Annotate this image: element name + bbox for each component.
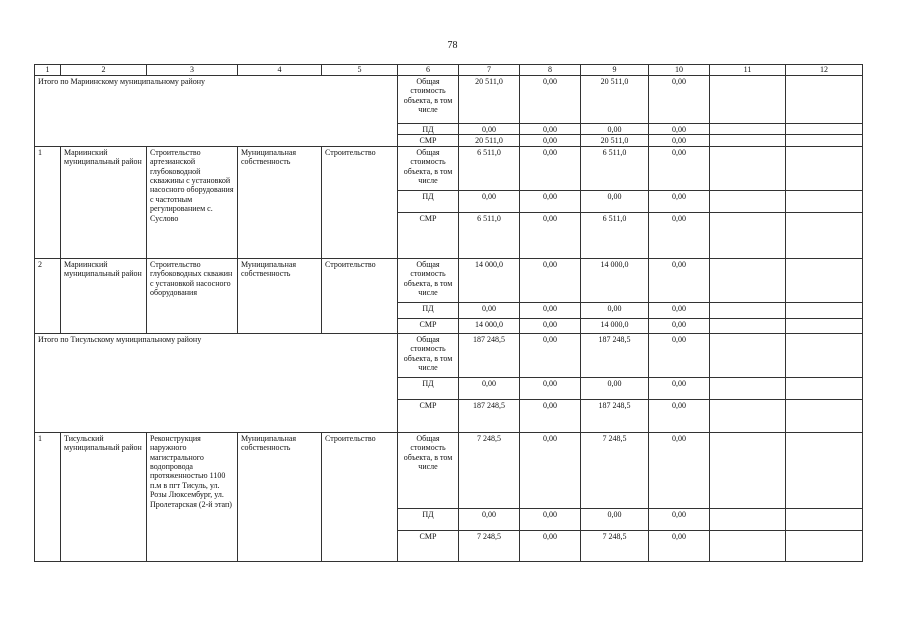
empty-cell (710, 212, 786, 258)
empty-cell (710, 135, 786, 146)
ownership: Муниципальная собственность (238, 432, 322, 561)
value-cell: 0,00 (649, 432, 710, 508)
empty-cell (786, 432, 863, 508)
value-cell: 0,00 (649, 258, 710, 302)
value-cell: 0,00 (581, 508, 649, 530)
value-cell: 14 000,0 (459, 318, 520, 333)
empty-cell (710, 333, 786, 377)
object-name: Строительство глубоководных скважин с установкой насосного оборудования (147, 258, 238, 333)
page-number: 78 (447, 40, 458, 51)
value-cell: 187 248,5 (459, 333, 520, 377)
value-cell: 20 511,0 (581, 135, 649, 146)
cost-label: Общая стоимость объекта, в том числе (398, 258, 459, 302)
value-cell: 0,00 (649, 135, 710, 146)
empty-cell (710, 190, 786, 212)
value-cell: 0,00 (520, 508, 581, 530)
column-number: 3 (147, 65, 238, 76)
empty-cell (786, 124, 863, 135)
value-cell: 20 511,0 (459, 76, 520, 124)
column-number: 7 (459, 65, 520, 76)
table-row (35, 76, 863, 124)
value-cell: 0,00 (459, 508, 520, 530)
empty-cell (786, 135, 863, 146)
value-cell: 0,00 (520, 318, 581, 333)
cost-label: ПД (398, 124, 459, 135)
value-cell: 0,00 (459, 124, 520, 135)
value-cell: 0,00 (649, 399, 710, 432)
empty-cell (710, 508, 786, 530)
value-cell: 0,00 (649, 190, 710, 212)
value-cell: 0,00 (520, 258, 581, 302)
value-cell: 0,00 (581, 124, 649, 135)
district-name: Мариинский муниципальный район (61, 146, 147, 258)
district-total-label: Итого по Мариинскому муниципальному району (35, 76, 398, 147)
column-number: 1 (35, 65, 61, 76)
value-cell: 0,00 (520, 530, 581, 561)
column-number: 6 (398, 65, 459, 76)
value-cell: 0,00 (520, 432, 581, 508)
empty-cell (786, 508, 863, 530)
value-cell: 14 000,0 (581, 318, 649, 333)
empty-cell (786, 212, 863, 258)
value-cell: 14 000,0 (581, 258, 649, 302)
empty-cell (710, 318, 786, 333)
column-number: 4 (238, 65, 322, 76)
district-total-label: Итого по Тисульскому муниципальному району (35, 333, 398, 432)
work-type: Строительство (322, 432, 398, 561)
table-row (35, 146, 863, 190)
value-cell: 0,00 (520, 190, 581, 212)
value-cell: 20 511,0 (581, 76, 649, 124)
value-cell: 0,00 (649, 530, 710, 561)
value-cell: 0,00 (459, 190, 520, 212)
empty-cell (710, 302, 786, 318)
value-cell: 0,00 (459, 302, 520, 318)
empty-cell (710, 76, 786, 124)
table-row (35, 333, 863, 377)
value-cell: 0,00 (520, 333, 581, 377)
value-cell: 0,00 (649, 124, 710, 135)
cost-label: Общая стоимость объекта, в том числе (398, 432, 459, 508)
cost-label: СМР (398, 212, 459, 258)
value-cell: 6 511,0 (581, 146, 649, 190)
ownership: Муниципальная собственность (238, 258, 322, 333)
object-number: 2 (35, 258, 61, 333)
empty-cell (786, 399, 863, 432)
empty-cell (786, 146, 863, 190)
value-cell: 0,00 (520, 302, 581, 318)
object-number: 1 (35, 432, 61, 561)
empty-cell (786, 76, 863, 124)
value-cell: 0,00 (520, 146, 581, 190)
empty-cell (786, 333, 863, 377)
value-cell: 0,00 (649, 508, 710, 530)
value-cell: 6 511,0 (581, 212, 649, 258)
value-cell: 187 248,5 (581, 399, 649, 432)
value-cell: 0,00 (649, 318, 710, 333)
empty-cell (710, 399, 786, 432)
column-number: 12 (786, 65, 863, 76)
empty-cell (786, 258, 863, 302)
empty-cell (786, 190, 863, 212)
cost-label: Общая стоимость объекта, в том числе (398, 76, 459, 124)
empty-cell (786, 302, 863, 318)
value-cell: 0,00 (649, 212, 710, 258)
value-cell: 0,00 (520, 377, 581, 399)
value-cell: 7 248,5 (459, 530, 520, 561)
value-cell: 0,00 (520, 124, 581, 135)
work-type: Строительство (322, 146, 398, 258)
value-cell: 187 248,5 (459, 399, 520, 432)
column-number: 8 (520, 65, 581, 76)
value-cell: 6 511,0 (459, 212, 520, 258)
value-cell: 0,00 (520, 399, 581, 432)
column-number: 9 (581, 65, 649, 76)
value-cell: 187 248,5 (581, 333, 649, 377)
value-cell: 0,00 (581, 377, 649, 399)
value-cell: 0,00 (520, 76, 581, 124)
district-name: Мариинский муниципальный район (61, 258, 147, 333)
value-cell: 0,00 (649, 76, 710, 124)
ownership: Муниципальная собственность (238, 146, 322, 258)
budget-table (34, 64, 863, 562)
value-cell: 0,00 (520, 212, 581, 258)
value-cell: 0,00 (459, 377, 520, 399)
table-row (35, 258, 863, 302)
cost-label: Общая стоимость объекта, в том числе (398, 146, 459, 190)
empty-cell (786, 318, 863, 333)
cost-label: СМР (398, 399, 459, 432)
empty-cell (710, 258, 786, 302)
value-cell: 0,00 (581, 190, 649, 212)
empty-cell (786, 377, 863, 399)
value-cell: 20 511,0 (459, 135, 520, 146)
table-row (35, 432, 863, 508)
object-name: Строительство артезианской глубоководной скважины с установкой насосного оборудования с частотным регулированием с. Суслово (147, 146, 238, 258)
cost-label: ПД (398, 302, 459, 318)
cost-label: ПД (398, 508, 459, 530)
value-cell: 14 000,0 (459, 258, 520, 302)
value-cell: 0,00 (649, 333, 710, 377)
empty-cell (710, 377, 786, 399)
district-name: Тисульский муниципальный район (61, 432, 147, 561)
cost-label: СМР (398, 135, 459, 146)
cost-label: СМР (398, 318, 459, 333)
cost-label: Общая стоимость объекта, в том числе (398, 333, 459, 377)
value-cell: 0,00 (649, 302, 710, 318)
work-type: Строительство (322, 258, 398, 333)
empty-cell (786, 530, 863, 561)
column-number: 5 (322, 65, 398, 76)
empty-cell (710, 530, 786, 561)
column-number: 11 (710, 65, 786, 76)
empty-cell (710, 432, 786, 508)
value-cell: 7 248,5 (581, 530, 649, 561)
column-number: 10 (649, 65, 710, 76)
cost-label: ПД (398, 377, 459, 399)
empty-cell (710, 124, 786, 135)
object-number: 1 (35, 146, 61, 258)
value-cell: 7 248,5 (459, 432, 520, 508)
cost-label: СМР (398, 530, 459, 561)
value-cell: 0,00 (520, 135, 581, 146)
value-cell: 6 511,0 (459, 146, 520, 190)
value-cell: 0,00 (649, 377, 710, 399)
value-cell: 0,00 (649, 146, 710, 190)
cost-label: ПД (398, 190, 459, 212)
object-name: Реконструкция наружного магистрального водопровода протяженностью 1100 п.м в пгт Тисуль, ул. Розы Люксембург, ул. Пролетарская (2-й этап) (147, 432, 238, 561)
value-cell: 0,00 (581, 302, 649, 318)
column-number-row (35, 65, 863, 76)
empty-cell (710, 146, 786, 190)
column-number: 2 (61, 65, 147, 76)
value-cell: 7 248,5 (581, 432, 649, 508)
